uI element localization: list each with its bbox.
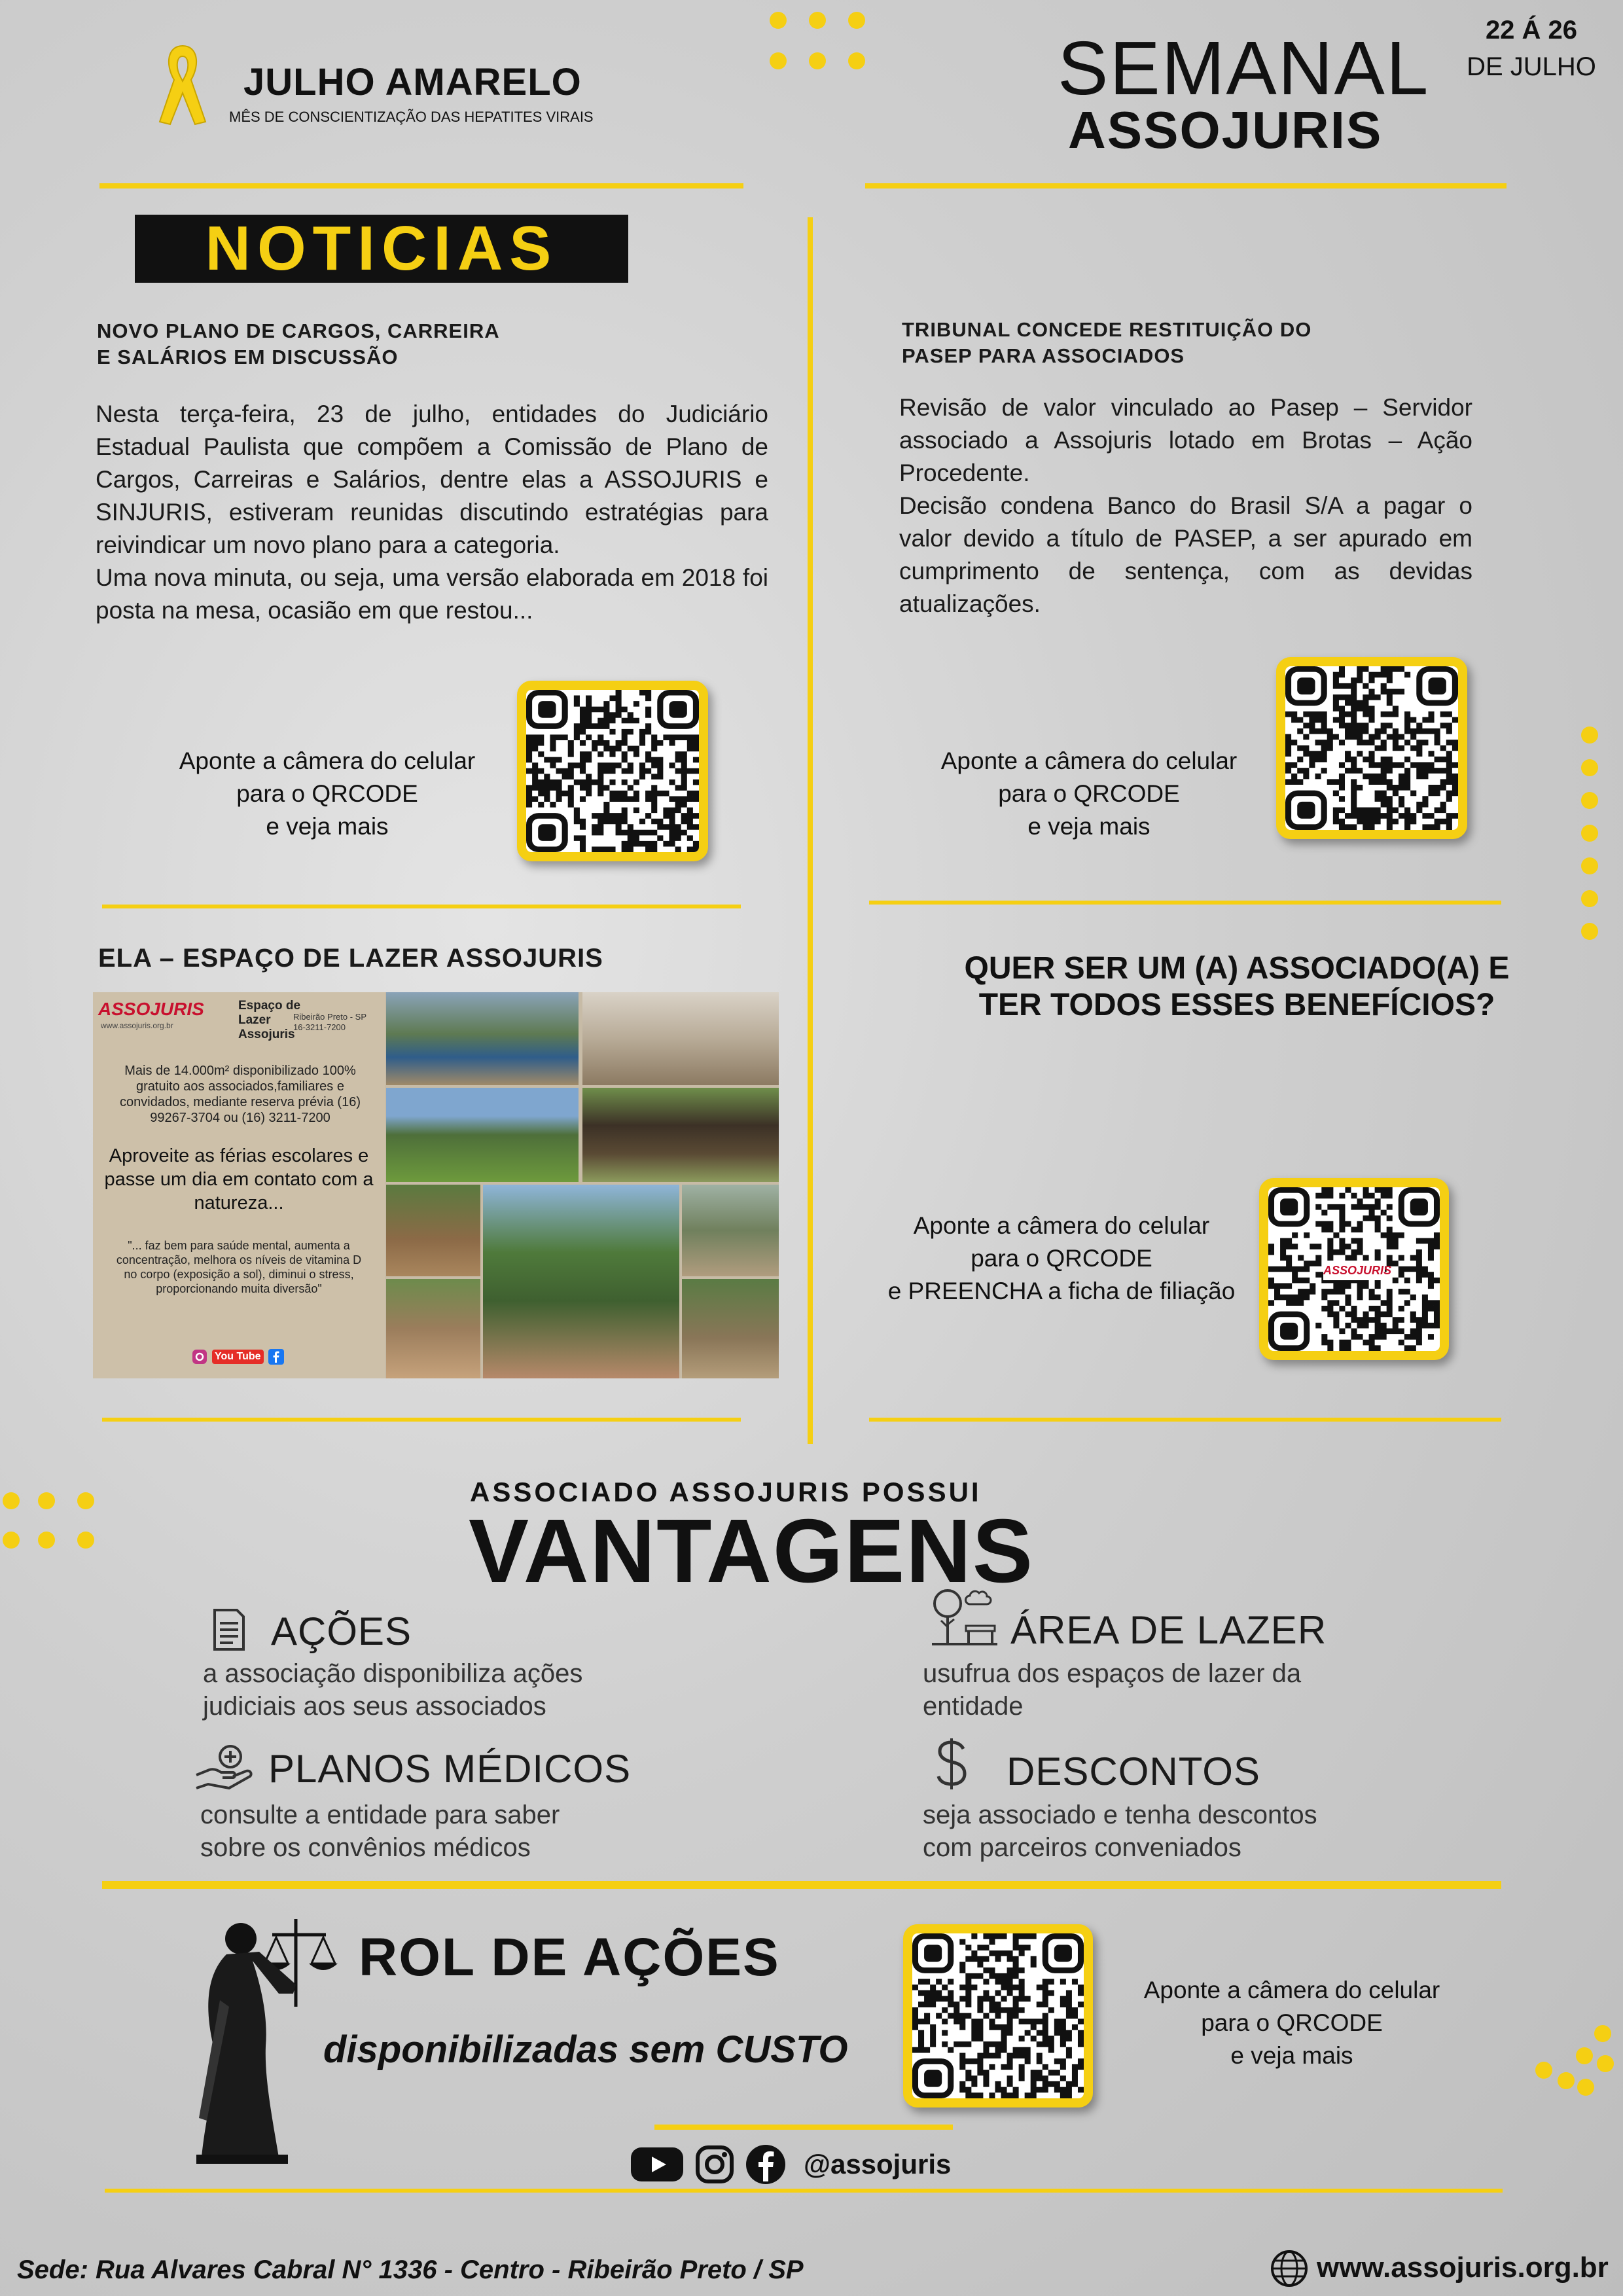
divider-rol-under (654, 2125, 953, 2130)
article2-qr-note: Aponte a câmera do celular para o QRCODE e veja mais (940, 747, 1238, 840)
leisure-photo-trees (386, 1185, 480, 1276)
divider-vertical-center (808, 217, 813, 1444)
leisure-title: ELA – ESPAÇO DE LAZER ASSOJURIS (98, 944, 603, 973)
leisure-photo-picnic (682, 1279, 779, 1378)
article2-para1: Revisão de valor vinculado ao Pasep – Servidor associado a Assojuris lotado em Brotas – Ação Procedente. (899, 394, 1472, 486)
membership-qr-note: Aponte a câmera do celular para o QRCODE e PREENCHA a ficha de filiação (887, 1212, 1236, 1304)
week-date-month: DE JULHO (1467, 52, 1596, 81)
instagram-icon (191, 1348, 208, 1365)
flyer-info-panel (93, 992, 385, 1378)
campaign-title: JULHO AMARELO (243, 61, 582, 103)
campaign-subtitle: MÊS DE CONSCIENTIZAÇÃO DAS HEPATITES VIRAIS (229, 109, 594, 125)
leisure-photo-path (483, 1185, 679, 1378)
flyer-info: Mais de 14.000m² disponibilizado 100% gratuito aos associados,familiares e convidados, mediante reserva prévia (16) 99267-3704 ou (16) 3211-7200 (120, 1064, 361, 1125)
leisure-photo-court (386, 1279, 480, 1378)
leisure-photo-kiosk (582, 1088, 779, 1182)
flyer-name: Espaço de Lazer Assojuris (238, 999, 301, 1041)
divider-footer-top (105, 2189, 1503, 2193)
rol-qr-code[interactable] (903, 1924, 1093, 2108)
benefit-title-lazer: ÁREA DE LAZER (1010, 1608, 1327, 1652)
article2-qr-code[interactable] (1276, 657, 1467, 839)
footer-address: Sede: Rua Alvares Cabral N° 1336 - Centro - Ribeirão Preto / SP (17, 2255, 804, 2284)
rol-qr-note: Aponte a câmera do celular para o QRCODE e veja mais (1143, 1977, 1440, 2069)
benefit-title-acoes: AÇÕES (271, 1609, 412, 1653)
article1-para2: Uma nova minuta, ou seja, uma versão elaborada em 2018 foi posta na mesa, ocasião em que restou... (96, 564, 768, 624)
leisure-photo-hall (582, 992, 779, 1085)
divider-advantages-bottom (102, 1881, 1501, 1889)
qr-pattern (912, 1933, 1084, 2098)
divider-mid-right (869, 901, 1501, 905)
newsletter-title: SEMANAL (1058, 26, 1430, 111)
park-icon (929, 1584, 1000, 1647)
facebook-icon[interactable] (745, 2144, 787, 2185)
article1-qr-code[interactable] (517, 681, 708, 861)
article2-para2: Decisão condena Banco do Brasil S/A a pagar o valor devido a título de PASEP, a ser apurado em cumprimento de sentença, com as devidas atualizações. (899, 492, 1472, 617)
benefit-title-descontos: DESCONTOS (1007, 1749, 1260, 1793)
youtube-icon[interactable] (630, 2145, 685, 2184)
article1-title-line2: E SALÁRIOS EM DISCUSSÃO (97, 346, 399, 368)
instagram-icon[interactable] (694, 2144, 736, 2185)
flyer-location: Ribeirão Preto - SP 16-3211-7200 (293, 1012, 366, 1032)
membership-question-line2: TER TODOS ESSES BENEFÍCIOS? (978, 988, 1495, 1022)
article2-body (899, 391, 1472, 620)
leisure-flyer (93, 992, 779, 1378)
membership-qr-code[interactable] (1259, 1178, 1449, 1360)
social-bar (630, 2142, 951, 2187)
divider-low-right (869, 1418, 1501, 1422)
benefit-title-planos: PLANOS MÉDICOS (268, 1747, 632, 1791)
leisure-photo-lawn (386, 1088, 579, 1182)
divider-top-right (865, 183, 1507, 188)
advantages-kicker: ASSOCIADO ASSOJURIS POSSUI (470, 1477, 982, 1507)
flyer-quote: "... faz bem para saúde mental, aumenta a concentração, melhora os níveis de vitamina D no corpo (exposição a sol), diminui o stress, proporcionando muita diversão" (116, 1239, 362, 1295)
leisure-photo-seating (682, 1185, 779, 1276)
globe-icon (1270, 2249, 1309, 2288)
document-icon (211, 1607, 247, 1652)
leisure-photo-pool (386, 992, 579, 1085)
article1-qr-note: Aponte a câmera do celular para o QRCODE e veja mais (179, 747, 476, 840)
awareness-ribbon-icon (154, 42, 211, 128)
divider-mid-left (102, 905, 741, 908)
social-handle[interactable]: @assojuris (804, 2149, 952, 2179)
article1-body (96, 398, 768, 627)
membership-question (942, 950, 1531, 1024)
benefit-desc-lazer: usufrua dos espaços de lazer da entidade (923, 1659, 1302, 1721)
flyer-site: www.assojuris.org.br (101, 1021, 173, 1030)
article2-title-line1: TRIBUNAL CONCEDE RESTITUIÇÃO DO (902, 318, 1312, 341)
article2-title (902, 317, 1311, 369)
footer-website[interactable]: www.assojuris.org.br (1317, 2251, 1609, 2284)
article1-title (97, 318, 500, 370)
week-date-range: 22 Á 26 (1485, 16, 1578, 45)
benefit-desc-acoes: a associação disponibiliza ações judiciais aos seus associados (203, 1659, 583, 1721)
dollar-icon (932, 1736, 971, 1792)
benefit-desc-planos: consulte a entidade para saber sobre os convênios médicos (200, 1801, 560, 1862)
advantages-title: VANTAGENS (469, 1501, 1034, 1602)
qr-pattern (1285, 666, 1458, 830)
flyer-call: Aproveite as férias escolares e passe um dia em contato com a natureza... (104, 1145, 374, 1213)
rol-subtitle: disponibilizadas sem CUSTO (323, 2028, 848, 2071)
newsletter-brand: ASSOJURIS (1068, 101, 1383, 159)
membership-qr-badge: ASSOJURIS (1323, 1261, 1385, 1280)
news-section-title: NOTICIAS (135, 215, 628, 283)
youtube-icon: You Tube (212, 1350, 264, 1364)
article2-title-line2: PASEP PARA ASSOCIADOS (902, 344, 1185, 367)
flyer-social (191, 1348, 285, 1365)
benefit-desc-descontos: seja associado e tenha descontos com parceiros conveniados (923, 1801, 1317, 1862)
qr-pattern (526, 690, 699, 852)
article1-title-line1: NOVO PLANO DE CARGOS, CARREIRA (97, 319, 500, 342)
rol-title: ROL DE AÇÕES (359, 1928, 780, 1987)
facebook-icon (268, 1348, 285, 1365)
divider-top-left (99, 183, 743, 188)
membership-question-line1: QUER SER UM (A) ASSOCIADO(A) E (964, 951, 1510, 986)
article1-para1: Nesta terça-feira, 23 de julho, entidades do Judiciário Estadual Paulista que compõem a Comissão de Plano de Cargos, Carreiras e Salários, dentre elas a ASSOJURIS e SINJURIS, estiveram reunidas discutindo estratégias para reivindicar um novo plano para a categoria. (96, 401, 768, 558)
divider-low-left (102, 1418, 741, 1422)
flyer-brand: ASSOJURIS (98, 999, 204, 1019)
medical-hand-icon (194, 1742, 254, 1795)
